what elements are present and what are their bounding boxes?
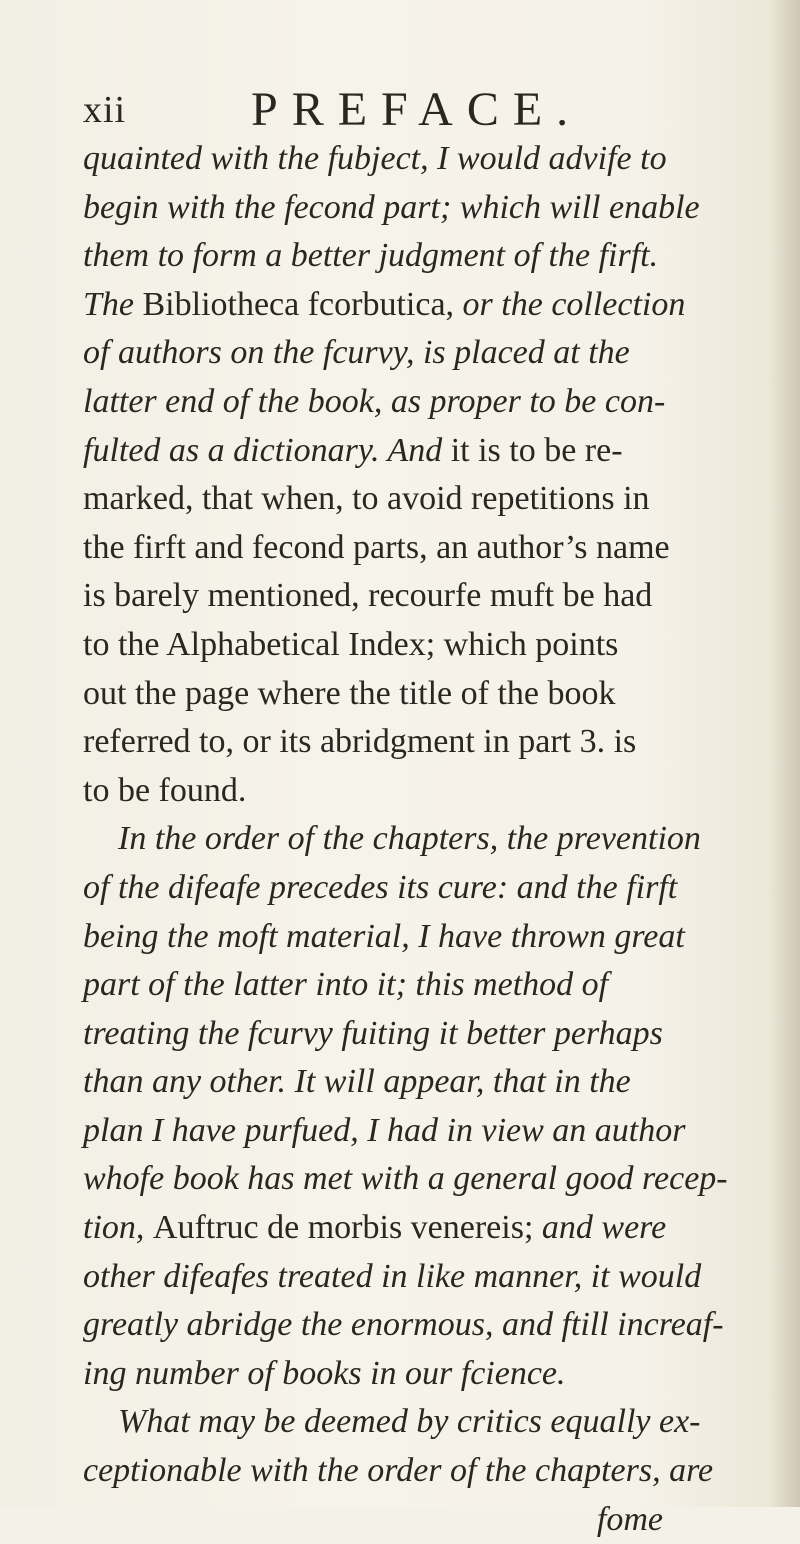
- text-line: [83, 621, 723, 670]
- text-line: [83, 524, 723, 573]
- text-line: [83, 475, 723, 524]
- text-line: [83, 1204, 723, 1253]
- roman-text: it is to be re-: [450, 431, 623, 469]
- italic-text: The: [83, 285, 143, 323]
- roman-text: out the page where the title of the book: [83, 674, 616, 712]
- text-line: [83, 1058, 723, 1107]
- italic-text: fulted as a dictionary. And: [83, 431, 451, 469]
- roman-text: the firft and fecond parts, an author’s name: [83, 528, 670, 566]
- italic-text: treating the fcurvy fuiting it better perhaps: [83, 1014, 663, 1052]
- page-header: [83, 82, 703, 136]
- text-line: [83, 1253, 723, 1302]
- text-line: [83, 135, 723, 184]
- italic-text: of authors on the fcurvy, is placed at the: [83, 334, 630, 372]
- text-line: [83, 767, 723, 816]
- roman-text: to be found.: [83, 771, 247, 809]
- italic-text: part of the latter into it; this method of: [83, 966, 609, 1004]
- text-line: [83, 815, 723, 864]
- roman-text: marked, that when, to avoid repetitions in: [83, 480, 650, 518]
- text-line: [83, 427, 723, 476]
- italic-text: them to form a better judgment of the firft.: [83, 237, 659, 275]
- text-line: [83, 864, 723, 913]
- text-line: [83, 961, 723, 1010]
- text-line: [83, 1155, 728, 1204]
- italic-text: other difeafes treated in like manner, it would: [83, 1257, 702, 1295]
- italic-text: or the collection: [462, 285, 686, 323]
- page-edge-shadow: [770, 0, 800, 1507]
- italic-text: ceptionable with the order of the chapters, are: [83, 1452, 714, 1490]
- italic-text: greatly abridge the enormous, and ftill increaf-: [83, 1306, 724, 1344]
- text-line: [83, 1447, 723, 1496]
- italic-text: latter end of the book, as proper to be con-: [83, 382, 666, 420]
- italic-text: In the order of the chapters, the prevention: [118, 820, 701, 858]
- italic-text: whofe book has met with a general good recep-: [83, 1160, 728, 1198]
- text-line: [83, 572, 723, 621]
- italic-text: fome: [596, 1500, 663, 1538]
- roman-text: Auftruc de morbis venereis;: [152, 1209, 542, 1247]
- italic-text: being the moft material, I have thrown great: [83, 917, 685, 955]
- italic-text: plan I have purfued, I had in view an author: [83, 1111, 686, 1149]
- italic-text: tion,: [83, 1209, 153, 1247]
- text-line: [83, 232, 723, 281]
- italic-text: than any other. It will appear, that in the: [83, 1063, 631, 1101]
- running-head: PREFACE.: [251, 83, 583, 136]
- roman-text: Bibliotheca fcorbutica,: [142, 285, 463, 323]
- text-line: [83, 1496, 723, 1544]
- italic-text: ing number of books in our fcience.: [83, 1354, 566, 1392]
- text-line: [83, 670, 723, 719]
- text-line: [83, 913, 723, 962]
- text-line: [83, 184, 723, 233]
- italic-text: quainted with the fubject, I would advife to: [83, 140, 667, 177]
- text-line: [83, 1301, 723, 1350]
- body-text: [83, 135, 728, 1544]
- italic-text: of the difeafe precedes its cure: and the firft: [83, 868, 678, 906]
- italic-text: begin with the fecond part; which will enable: [83, 188, 700, 226]
- text-line: [83, 718, 723, 767]
- text-line: [83, 281, 723, 330]
- roman-text: to the Alphabetical Index; which points: [83, 625, 619, 663]
- text-line: [83, 1350, 723, 1399]
- italic-text: What may be deemed by critics equally ex-: [118, 1403, 701, 1441]
- text-line: [83, 329, 723, 378]
- text-line: [83, 1107, 723, 1156]
- text-line: [83, 1010, 723, 1059]
- text-line: [83, 378, 723, 427]
- page-number: xii: [83, 89, 127, 131]
- italic-text: and were: [541, 1209, 667, 1247]
- roman-text: is barely mentioned, recourfe muft be had: [83, 577, 653, 615]
- roman-text: referred to, or its abridgment in part 3. is: [83, 723, 637, 761]
- text-line: [83, 1398, 723, 1447]
